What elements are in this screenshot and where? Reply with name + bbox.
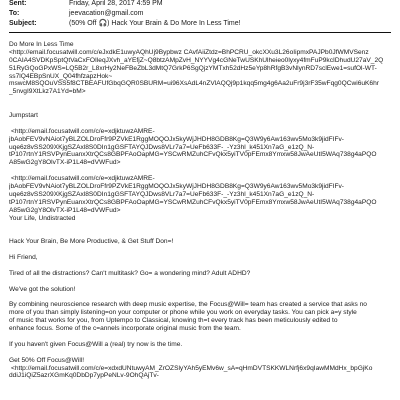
intro-block [9, 41, 392, 96]
spacer [9, 96, 392, 104]
description-paragraph [9, 301, 392, 333]
spacer [9, 222, 392, 230]
body-link-line[interactable]: jbAobFEV9vNAiot7yBLZOLDroFfr9PZVkE1RggMOQOJx5kyWjJHDH8GDB8Kg=Q3W9y6Aw163wv5Mo3k9jidFIFv- [9, 183, 344, 191]
body-line: By combining neuroscience research with deep music expertise, the Focus@Will= team has created a service that asks no [9, 301, 367, 309]
body-link-line[interactable]: 0CAIA4SVDKpSptQtVaCxFOIleqJXvh_aYEfjZ~Q8btzAMpZvH_NYYVg4cGNeTwUSKhUlheieo0lyxy4fmFuP9kcIDhudU27aV_2Q [9, 56, 384, 64]
body-link-line[interactable]: A85wG2gY8OlvTX-iP1L48=dVWFud> [9, 206, 121, 214]
jumpstart-block [9, 112, 392, 222]
spacer [9, 333, 392, 341]
spacer [9, 120, 392, 128]
body-link-line[interactable]: uqe6z8vSS209XKjgSZAxl8S0DIn1gGSFTAYQJDws8VLr7a7=UeFb633F-_-Yz3hl_k451Xn7aG_e1zQ_N- [9, 190, 315, 198]
spacer [9, 262, 392, 270]
spacer [9, 294, 392, 302]
body-line: Get 50% Off Focus@Will! [9, 356, 85, 364]
body-link-line[interactable]: <http://email.focusatwill.com/c/eJxdkE1uwyAQhUj9Bypbwz CAvfAiiZtdz=BhPCRU_okcXXu3L26oIipmxPAJPb0JfWMVSenz [9, 48, 369, 56]
body-link-line[interactable]: tP107rtnY1RSVPynEuanxXtrQCs8GBPFAoOapMG=YSCwRMZuhCFvQkx5yiTV0pFEmx8Ymxw58JwAeUtI5WAq738g4aPQO [9, 151, 377, 159]
body-line: enhance focus. Some of the c=annels incorporate original music from the team. [9, 325, 241, 333]
offer-block [9, 357, 392, 381]
sent-value: Friday, April 28, 2017 4:59 PM [69, 0, 163, 7]
body-link-line[interactable]: ddiJ1iQiZ5azrXGmKq0DbDp7ypPeNLv-9OhQAjTv- [9, 372, 159, 380]
body-line: We've got the solution! [9, 285, 76, 293]
body-link-line[interactable]: ss7lQ4EBpSnUX_Q04fhfzapzHok~ [9, 72, 113, 80]
body-link-line[interactable]: _5nvgI9XtLkz7A1Yd=bM> [9, 88, 86, 96]
body-link-line[interactable]: tP107rtnY1RSVPynEuanxXtrQCs8GBPFAoOapMG=YSCwRMZuhCFvQkx5yiTV0pFEmx8Ymxw58JwAeUtI5WAq738g4aPQO [9, 198, 377, 206]
spacer [9, 349, 392, 357]
spacer [9, 278, 392, 286]
body-line: Your Life, Undistracted [9, 214, 76, 222]
body-line: Hack Your Brain, Be More Productive, & Get Stuff Don=! [9, 238, 174, 246]
body-link-line[interactable]: jbAobFEV9vNAiot7yBLZOLDroFfr9PZVkE1RggMOQOJx5kyWjJHDH8GDB8Kg=Q3W9y6Aw163wv5Mo3k9jidFIFv- [9, 135, 344, 143]
body-line: If you haven't given Focus@Will a (real) try now is the time. [9, 340, 183, 348]
spacer [9, 230, 392, 238]
body-line: of music that works for you, from Uptempo to Classical, knowing th=t every track has been meticulously edited to [9, 317, 338, 325]
body-line: Tired of all the distractions? Can't multitask? Go= a wondering mind? Adult ADHD? [9, 269, 251, 277]
spacer [9, 167, 392, 175]
sent-label: Sent: [9, 0, 27, 7]
spacer [9, 246, 392, 254]
email-body [9, 41, 392, 380]
body-link-line[interactable]: <http://email.focusatwill.com/c/e=xdxdUNtuwyAM_ZrOZSlyYAh5yEMv6w_sA=qHmDVTSKKWLNrfj6x9qIawMMdHx_bpGjKo [11, 364, 373, 372]
header-divider [9, 32, 391, 33]
body-line: Jumpstart [9, 112, 38, 120]
to-label: To: [9, 10, 20, 17]
body-line: Do More In Less Time [9, 41, 74, 48]
body-link-line[interactable]: uqe6z8vSS209XKjgSZAxl8S0DIn1gGSFTAYQJDws8VLr7a7=UeFb633F-_-Yz3hl_k451Xn7aG_e1zQ_N- [9, 143, 315, 151]
subject-value: (50% Off 🎧) Hack Your Brain & Do More In Less Time! [69, 19, 241, 27]
greeting: Hi Friend, [9, 254, 38, 262]
body-link-line[interactable]: <http://email.focusatwill.com/c/e=xdjktuwzAMRE- [11, 127, 155, 135]
to-value: jeevacation@gmail.com [69, 10, 144, 17]
spacer [9, 104, 392, 112]
body-link-line[interactable]: A85wG2gY8OlvTX-iP1L48=dVWFud> [9, 159, 121, 167]
body-link-line[interactable]: <http://email.focusatwill.com/c/e=xdjktuwzAMRE- [11, 175, 155, 183]
body-link-line[interactable]: 51RyGQoGPxWS=LQ5B2r_L8xrHy2NeFBeZbL3dMtQ7GrkP6SgQjzYMTxh52dHz5eYp8hRfgB3vNlynRD7sclEwe1=sufOl-WT- [9, 64, 377, 72]
subject-label: Subject: [9, 19, 37, 27]
body-line: more of you than simply listening=on your computer or phone while you work on everyday tasks. You can pick a=y style [9, 309, 357, 317]
body-link-line[interactable]: mswcM8SQOuVSS5f8CTBEAFUfGbqGQR0SBURM=ui96XsAdL4nZVlAQQj9p1kqq5mg4g6Aa2uFr9j3rF35wFqg0QCwi6uK6hr [9, 80, 379, 88]
